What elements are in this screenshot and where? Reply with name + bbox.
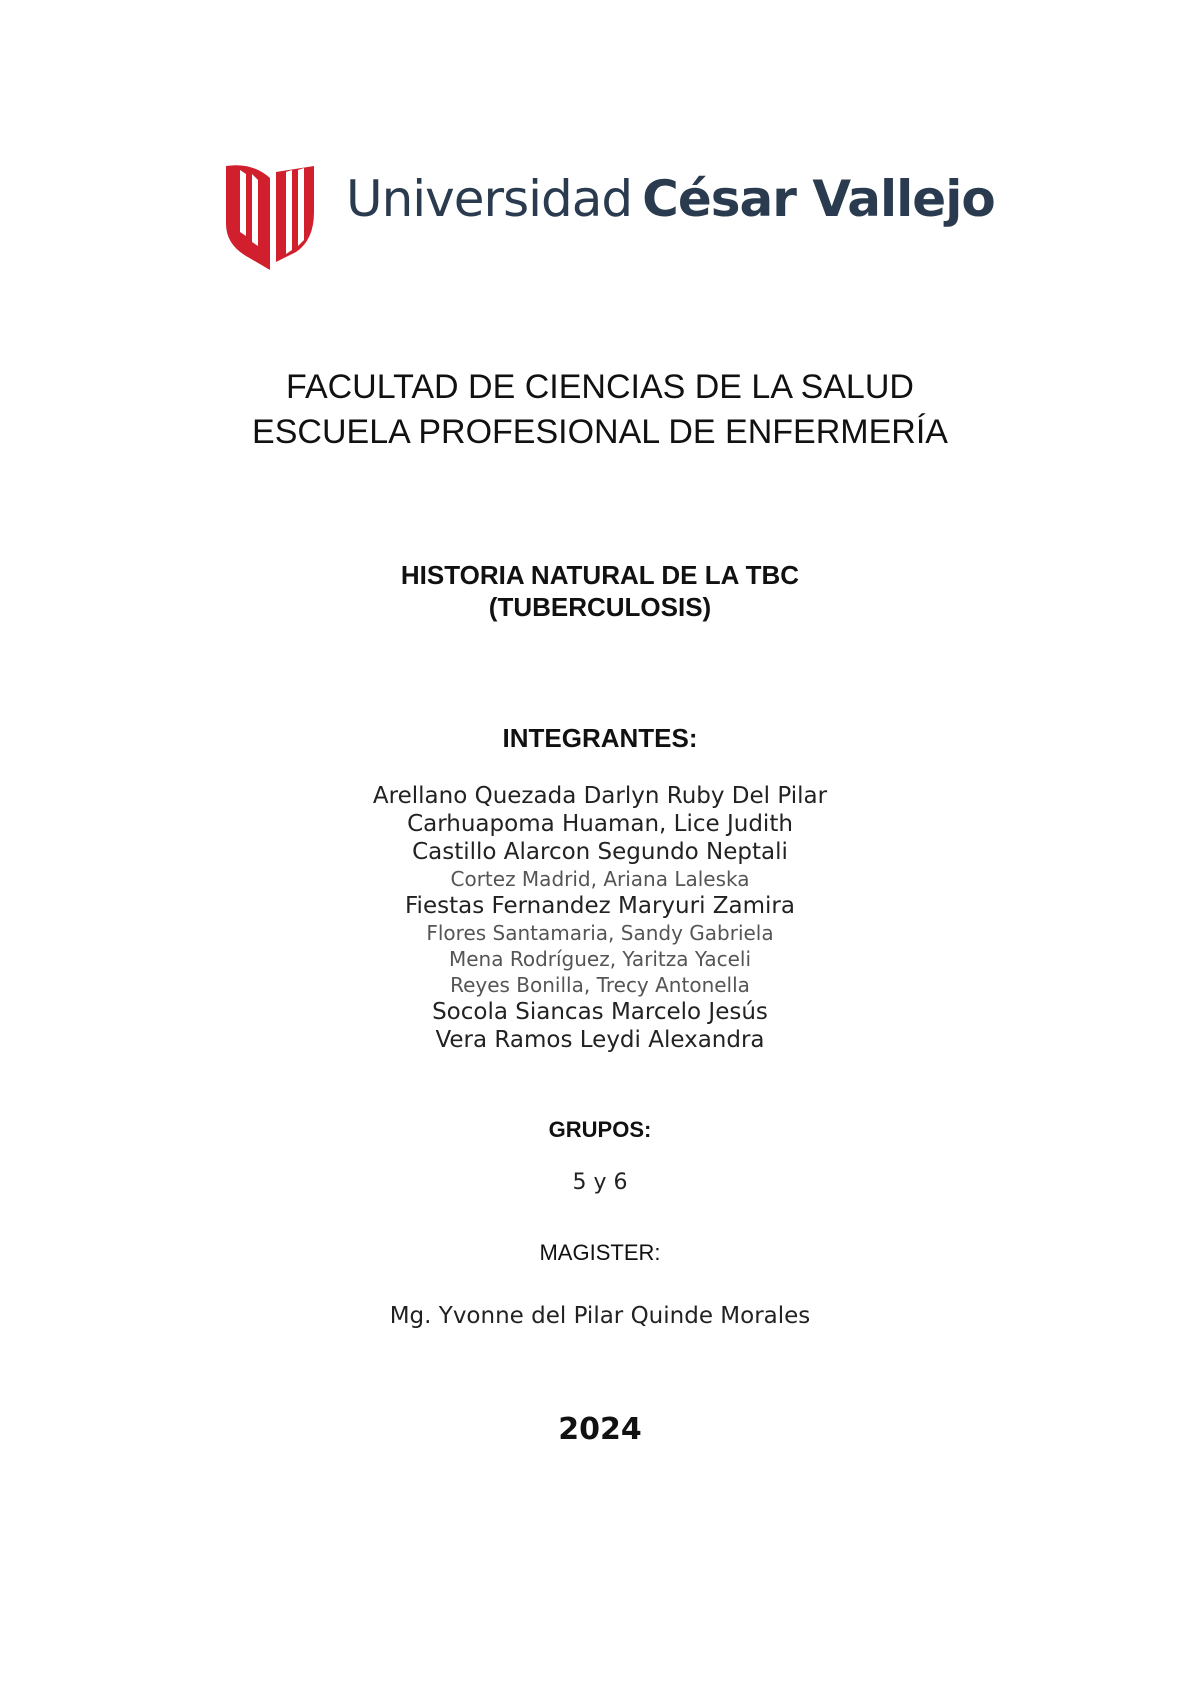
faculty-name: FACULTAD DE CIENCIAS DE LA SALUD: [286, 368, 914, 406]
shield-icon: [226, 162, 316, 270]
school-name: ESCUELA PROFESIONAL DE ENFERMERÍA: [252, 413, 948, 451]
member-name: Castillo Alarcon Segundo Neptali: [412, 839, 788, 865]
members-label: INTEGRANTES:: [502, 723, 698, 753]
member-name: Vera Ramos Leydi Alexandra: [435, 1027, 765, 1053]
year: 2024: [558, 1412, 642, 1447]
member-name: Flores Santamaria, Sandy Gabriela: [426, 921, 774, 945]
groups-label: GRUPOS:: [548, 1117, 652, 1142]
member-name: Cortez Madrid, Ariana Laleska: [450, 867, 750, 891]
logo-word-cesar-vallejo: César Vallejo: [642, 170, 995, 228]
groups-value: 5 y 6: [572, 1170, 628, 1195]
member-name: Arellano Quezada Darlyn Ruby Del Pilar: [372, 783, 828, 809]
magister-label: MAGISTER:: [539, 1240, 661, 1265]
member-name: Fiestas Fernandez Maryuri Zamira: [405, 893, 795, 919]
member-name: Mena Rodríguez, Yaritza Yaceli: [448, 947, 752, 971]
members-list: [0, 782, 1200, 1054]
member-name: Carhuapoma Huaman, Lice Judith: [407, 811, 793, 837]
magister-name: Mg. Yvonne del Pilar Quinde Morales: [389, 1303, 811, 1329]
document-subtitle: (TUBERCULOSIS): [488, 592, 712, 622]
member-name: Socola Siancas Marcelo Jesús: [432, 999, 768, 1025]
document-title: HISTORIA NATURAL DE LA TBC: [400, 560, 800, 590]
member-name: Reyes Bonilla, Trecy Antonella: [450, 973, 750, 997]
logo-wordmark: [346, 170, 995, 228]
logo-word-universidad: Universidad: [346, 170, 633, 228]
